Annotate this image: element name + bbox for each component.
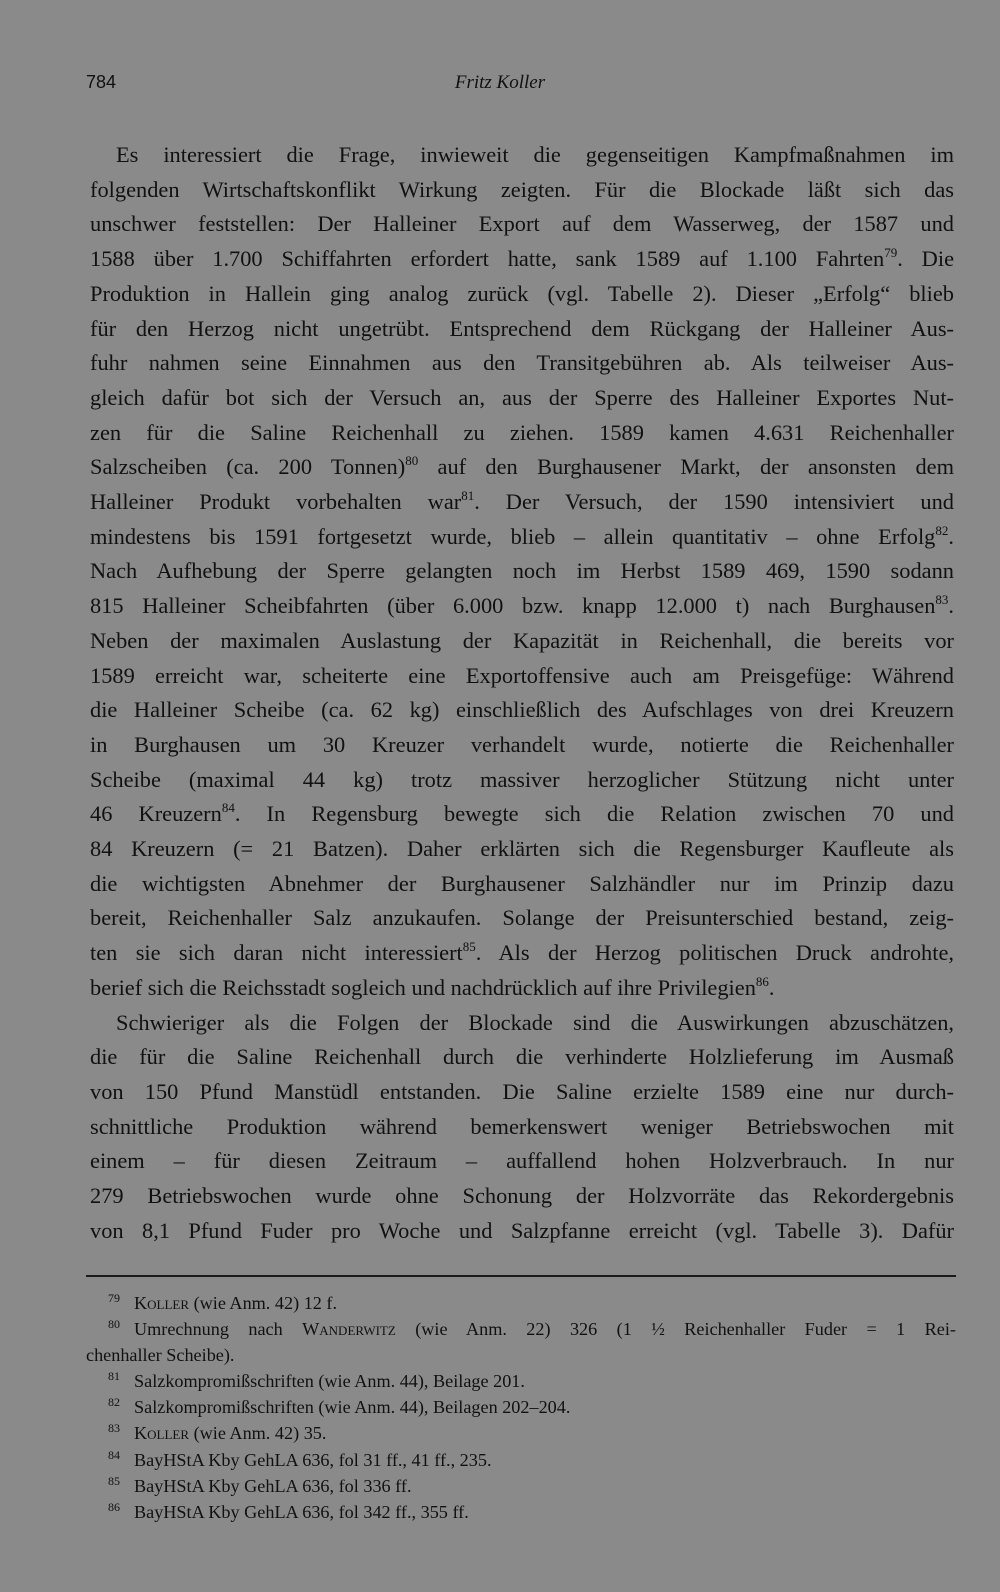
text-line (90, 901, 954, 936)
footnote-text: Salzkompromißschriften (wie Anm. 44), Beilagen 202–204. (134, 1397, 571, 1418)
text-line (90, 867, 954, 902)
footnote: 85 BayHStA Kby GehLA 636, fol 336 ff. (108, 1473, 412, 1496)
body-text (90, 138, 954, 1249)
text-line (90, 485, 954, 520)
text-run: berief sich die Reichsstadt sogleich und nachdrücklich auf ihre Privilegien (90, 974, 756, 1000)
text-run: Salzscheiben (ca. 200 Tonnen) (90, 454, 406, 480)
text-run: zen für die Saline Reichenhall zu ziehen. 1589 kamen 4.631 Reichenhaller (90, 419, 954, 445)
text-run: die für die Saline Reichenhall durch die verhinderte Holzlieferung im Ausmaß (90, 1044, 954, 1070)
footnote-ref: 82 (935, 522, 949, 538)
text-run: die wichtigsten Abnehmer der Burghausener Salzhändler nur im Prinzip dazu (90, 870, 954, 896)
text-run: fuhr nahmen seine Einnahmen aus den Transitgebühren ab. Als teilweiser Aus- (90, 350, 954, 376)
text-line (90, 659, 954, 694)
text-run: schnittliche Produktion während bemerkenswert weniger Betriebswochen mit (90, 1113, 954, 1139)
text-line (90, 693, 954, 728)
text-line (90, 1006, 954, 1041)
footnote: 80 Umrechnung nach Wanderwitz (wie Anm. 22) 326 (1 ½ Reichenhaller Fuder = 1 Rei- (108, 1317, 956, 1340)
author-name: Wanderwitz (302, 1319, 396, 1340)
footnote-text: BayHStA Kby GehLA 636, fol 31 ff., 41 ff., 235. (134, 1449, 492, 1470)
footnote-continuation: chenhaller Scheibe). (86, 1345, 235, 1366)
text-run: . (948, 523, 954, 549)
text-run: Scheibe (maximal 44 kg) trotz massiver herzoglicher Stützung nicht unter (90, 766, 954, 792)
text-run: . (948, 593, 954, 619)
text-run: 46 Kreuzern (90, 801, 222, 827)
text-run: bereit, Reichenhaller Salz anzukaufen. Solange der Preisunterschied bestand, zeig- (90, 905, 954, 931)
text-line (90, 554, 954, 589)
footnote-text: (wie Anm. 42) 35. (189, 1423, 327, 1444)
text-run: 279 Betriebswochen wurde ohne Schonung der Holzvorräte das Rekordergebnis (90, 1183, 954, 1209)
text-line (90, 797, 954, 832)
text-run: 84 Kreuzern (= 21 Batzen). Daher erklärten sich die Regensburger Kaufleute als (90, 836, 954, 862)
text-line (90, 173, 954, 208)
text-run: Produktion in Hallein ging analog zurück (vgl. Tabelle 2). Dieser „Erfolg“ blieb (90, 280, 954, 306)
text-run: . In Regensburg bewegte sich die Relation zwischen 70 und (234, 801, 954, 827)
text-run: in Burghausen um 30 Kreuzer verhandelt wurde, notierte die Reichenhaller (90, 731, 954, 757)
text-run: Halleiner Produkt vorbehalten war (90, 489, 462, 515)
text-run: einem – für diesen Zeitraum – auffallend hohen Holzverbrauch. In nur (90, 1148, 954, 1174)
footnote-ref: 80 (405, 453, 419, 469)
text-run: Schwieriger als die Folgen der Blockade sind die Auswirkungen abzuschätzen, (116, 1009, 954, 1035)
text-run: ten sie sich daran nicht interessiert (90, 940, 463, 966)
footnote: 82 Salzkompromißschriften (wie Anm. 44), Beilagen 202–204. (108, 1395, 571, 1418)
text-run: von 8,1 Pfund Fuder pro Woche und Salzpfanne erreicht (vgl. Tabelle 3). Dafür (90, 1217, 954, 1243)
text-line (90, 832, 954, 867)
text-line (90, 728, 954, 763)
text-run: gleich dafür bot sich der Versuch an, aus der Sperre des Halleiner Exportes Nut- (90, 384, 954, 410)
footnote-text: Salzkompromißschriften (wie Anm. 44), Beilage 201. (134, 1371, 525, 1392)
text-line (90, 763, 954, 798)
paragraph-2 (90, 1006, 954, 1249)
text-line (90, 936, 954, 971)
footnote: 81 Salzkompromißschriften (wie Anm. 44), Beilage 201. (108, 1369, 525, 1392)
footnote: 83 Koller (wie Anm. 42) 35. (108, 1421, 327, 1444)
text-run: . Die (897, 246, 955, 272)
footnote: 79 Koller (wie Anm. 42) 12 f. (108, 1291, 338, 1313)
text-run: für den Herzog nicht ungetrübt. Entsprechend dem Rückgang der Halleiner Aus- (90, 315, 954, 341)
footnote-ref: 79 (884, 245, 898, 261)
footnote-ref: 85 (462, 939, 476, 955)
text-run: von 150 Pfund Manstüdl entstanden. Die Saline erzielte 1589 eine nur durch- (90, 1078, 954, 1104)
text-run: . Der Versuch, der 1590 intensiviert und (474, 489, 954, 515)
footnote-text: (wie Anm. 42) 12 f. (189, 1293, 338, 1313)
footnote-ref: 84 (221, 800, 235, 816)
text-run: unschwer feststellen: Der Halleiner Export auf dem Wasserweg, der 1587 und (90, 211, 954, 237)
text-run: auf den Burghausener Markt, der ansonsten dem (418, 454, 955, 480)
text-line (90, 138, 954, 173)
text-line (90, 381, 954, 416)
footnote: 86 BayHStA Kby GehLA 636, fol 342 ff., 355 ff. (108, 1499, 469, 1522)
footnotes (86, 1290, 956, 1525)
text-line (90, 277, 954, 312)
text-run: Neben der maximalen Auslastung der Kapazität in Reichenhall, die bereits vor (90, 627, 954, 653)
author-name: Koller (134, 1293, 190, 1313)
footnote-text: (wie Anm. 22) 326 (1 ½ Reichenhaller Fuder = 1 Rei- (395, 1319, 956, 1340)
text-line (90, 520, 954, 555)
running-title: Fritz Koller (454, 72, 546, 93)
paragraph-1 (90, 138, 954, 1006)
author-name: Koller (134, 1423, 190, 1444)
footnote-ref: 86 (755, 973, 769, 989)
page-header (86, 72, 914, 102)
text-run: mindestens bis 1591 fortgesetzt wurde, blieb – allein quantitativ – ohne Erfolg (90, 523, 936, 549)
text-line (90, 971, 954, 1006)
text-line (90, 1110, 954, 1145)
text-run: Es interessiert die Frage, inwieweit die gegenseitigen Kampfmaßnahmen im (116, 142, 954, 167)
text-run: 1588 über 1.700 Schiffahrten erfordert hatte, sank 1589 auf 1.100 Fahrten (90, 246, 885, 272)
text-line (90, 589, 954, 624)
text-line (90, 416, 954, 451)
text-line (90, 242, 954, 277)
text-line (90, 450, 954, 485)
footnote-ref: 81 (461, 488, 475, 504)
text-line (90, 1179, 954, 1214)
text-run: 815 Halleiner Scheibfahrten (über 6.000 bzw. knapp 12.000 t) nach Burghausen (90, 593, 936, 619)
text-run: Nach Aufhebung der Sperre gelangten noch im Herbst 1589 469, 1590 sodann (90, 558, 954, 584)
text-line (90, 1214, 954, 1249)
footnote-text: Umrechnung nach (134, 1319, 303, 1340)
footnote: 84 BayHStA Kby GehLA 636, fol 31 ff., 41 ff., 235. (108, 1447, 492, 1470)
text-line (90, 1040, 954, 1075)
text-line (90, 1144, 954, 1179)
text-line (90, 624, 954, 659)
text-run: 1589 erreicht war, scheiterte eine Exportoffensive auch am Preisgefüge: Während (90, 662, 954, 688)
text-line (90, 207, 954, 242)
text-line (90, 1075, 954, 1110)
footnote-rule (86, 1275, 956, 1277)
text-run: die Halleiner Scheibe (ca. 62 kg) einschließlich des Aufschlages von drei Kreuzern (90, 697, 954, 723)
page-number: 784 (86, 72, 117, 92)
footnote-text: BayHStA Kby GehLA 636, fol 342 ff., 355 ff. (134, 1501, 469, 1522)
footnote-text: BayHStA Kby GehLA 636, fol 336 ff. (134, 1475, 412, 1496)
text-line (90, 312, 954, 347)
text-run: folgenden Wirtschaftskonflikt Wirkung zeigten. Für die Blockade läßt sich das (90, 176, 954, 202)
text-run: . (768, 974, 775, 1000)
text-run: . Als der Herzog politischen Druck androhte, (475, 940, 954, 966)
text-line (90, 346, 954, 381)
footnote-ref: 83 (935, 592, 949, 608)
